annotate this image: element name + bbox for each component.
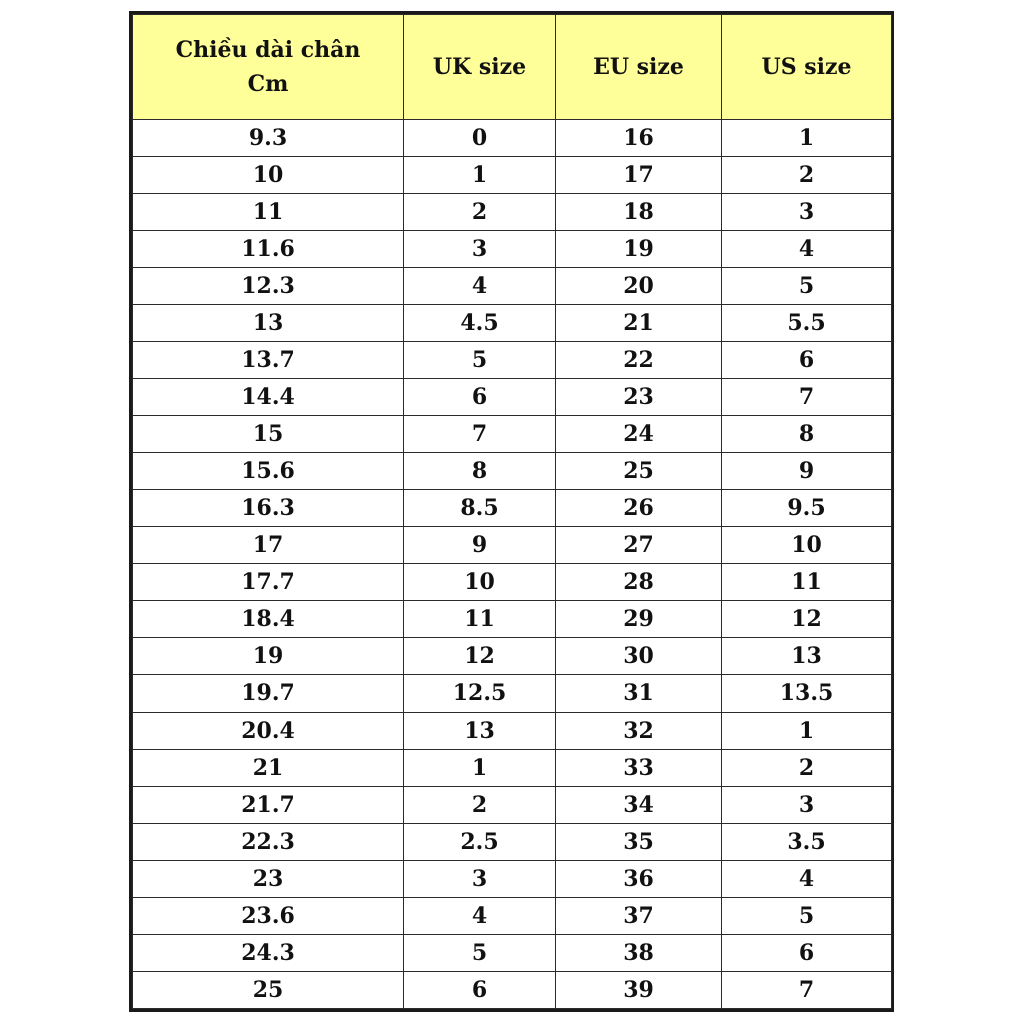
cell-eu-size: 38 — [556, 934, 722, 971]
cell-uk-size: 4 — [404, 268, 556, 305]
cell-uk-size: 9 — [404, 527, 556, 564]
cell-eu-size: 18 — [556, 194, 722, 231]
cell-us-size: 13 — [722, 638, 892, 675]
table-row — [133, 897, 892, 934]
table-row — [133, 786, 892, 823]
cell-uk-size: 5 — [404, 342, 556, 379]
cell-foot-length: 23.6 — [133, 897, 404, 934]
cell-uk-size: 6 — [404, 379, 556, 416]
cell-eu-size: 33 — [556, 749, 722, 786]
table-row — [133, 342, 892, 379]
cell-eu-size: 16 — [556, 120, 722, 157]
cell-foot-length: 25 — [133, 971, 404, 1008]
table-row — [133, 749, 892, 786]
cell-eu-size: 26 — [556, 490, 722, 527]
cell-us-size: 10 — [722, 527, 892, 564]
cell-eu-size: 21 — [556, 305, 722, 342]
cell-eu-size: 36 — [556, 860, 722, 897]
cell-eu-size: 37 — [556, 897, 722, 934]
cell-eu-size: 34 — [556, 786, 722, 823]
cell-us-size: 5 — [722, 268, 892, 305]
cell-us-size: 2 — [722, 157, 892, 194]
cell-us-size: 3 — [722, 194, 892, 231]
cell-foot-length: 13.7 — [133, 342, 404, 379]
table-row — [133, 601, 892, 638]
table-row — [133, 712, 892, 749]
cell-foot-length: 9.3 — [133, 120, 404, 157]
cell-us-size: 8 — [722, 416, 892, 453]
cell-foot-length: 19 — [133, 638, 404, 675]
cell-us-size: 9.5 — [722, 490, 892, 527]
cell-uk-size: 3 — [404, 231, 556, 268]
cell-eu-size: 23 — [556, 379, 722, 416]
table-row — [133, 823, 892, 860]
size-table — [132, 14, 892, 1009]
cell-uk-size: 3 — [404, 860, 556, 897]
table-row — [133, 860, 892, 897]
cell-us-size: 11 — [722, 564, 892, 601]
cell-uk-size: 4.5 — [404, 305, 556, 342]
cell-foot-length: 21.7 — [133, 786, 404, 823]
table-row — [133, 490, 892, 527]
cell-foot-length: 12.3 — [133, 268, 404, 305]
cell-foot-length: 11 — [133, 194, 404, 231]
cell-us-size: 6 — [722, 342, 892, 379]
cell-uk-size: 11 — [404, 601, 556, 638]
header-row — [133, 15, 892, 120]
table-row — [133, 268, 892, 305]
cell-eu-size: 29 — [556, 601, 722, 638]
cell-uk-size: 5 — [404, 934, 556, 971]
cell-foot-length: 23 — [133, 860, 404, 897]
cell-eu-size: 17 — [556, 157, 722, 194]
cell-uk-size: 8 — [404, 453, 556, 490]
header-us-size: US size — [722, 15, 892, 120]
cell-foot-length: 20.4 — [133, 712, 404, 749]
cell-uk-size: 6 — [404, 971, 556, 1008]
header-foot-length-label: Chiều dài chân — [175, 37, 361, 63]
header-uk-size: UK size — [404, 15, 556, 120]
cell-eu-size: 24 — [556, 416, 722, 453]
cell-eu-size: 28 — [556, 564, 722, 601]
cell-uk-size: 4 — [404, 897, 556, 934]
cell-us-size: 7 — [722, 379, 892, 416]
table-row — [133, 231, 892, 268]
cell-uk-size: 8.5 — [404, 490, 556, 527]
cell-foot-length: 22.3 — [133, 823, 404, 860]
table-row — [133, 416, 892, 453]
cell-foot-length: 21 — [133, 749, 404, 786]
cell-eu-size: 32 — [556, 712, 722, 749]
cell-uk-size: 12 — [404, 638, 556, 675]
cell-eu-size: 39 — [556, 971, 722, 1008]
cell-uk-size: 2 — [404, 194, 556, 231]
cell-us-size: 13.5 — [722, 675, 892, 712]
cell-us-size: 6 — [722, 934, 892, 971]
table-row — [133, 934, 892, 971]
cell-uk-size: 2 — [404, 786, 556, 823]
cell-eu-size: 25 — [556, 453, 722, 490]
table-row — [133, 564, 892, 601]
cell-foot-length: 19.7 — [133, 675, 404, 712]
header-eu-size: EU size — [556, 15, 722, 120]
cell-us-size: 7 — [722, 971, 892, 1008]
cell-uk-size: 1 — [404, 749, 556, 786]
table-row — [133, 379, 892, 416]
cell-eu-size: 27 — [556, 527, 722, 564]
cell-foot-length: 15 — [133, 416, 404, 453]
cell-foot-length: 24.3 — [133, 934, 404, 971]
table-row — [133, 638, 892, 675]
table-row — [133, 453, 892, 490]
cell-foot-length: 11.6 — [133, 231, 404, 268]
cell-uk-size: 10 — [404, 564, 556, 601]
cell-eu-size: 31 — [556, 675, 722, 712]
header-foot-length-unit: Cm — [247, 71, 289, 97]
cell-us-size: 5.5 — [722, 305, 892, 342]
table-body — [133, 120, 892, 1009]
table-row — [133, 527, 892, 564]
cell-foot-length: 13 — [133, 305, 404, 342]
cell-eu-size: 30 — [556, 638, 722, 675]
size-chart — [129, 11, 894, 1012]
cell-eu-size: 22 — [556, 342, 722, 379]
cell-uk-size: 0 — [404, 120, 556, 157]
cell-us-size: 1 — [722, 120, 892, 157]
cell-eu-size: 19 — [556, 231, 722, 268]
cell-us-size: 2 — [722, 749, 892, 786]
cell-foot-length: 17 — [133, 527, 404, 564]
cell-foot-length: 10 — [133, 157, 404, 194]
cell-uk-size: 13 — [404, 712, 556, 749]
cell-us-size: 1 — [722, 712, 892, 749]
cell-us-size: 4 — [722, 860, 892, 897]
cell-us-size: 12 — [722, 601, 892, 638]
cell-us-size: 3 — [722, 786, 892, 823]
cell-uk-size: 2.5 — [404, 823, 556, 860]
cell-eu-size: 35 — [556, 823, 722, 860]
cell-uk-size: 12.5 — [404, 675, 556, 712]
cell-uk-size: 1 — [404, 157, 556, 194]
cell-foot-length: 15.6 — [133, 453, 404, 490]
cell-uk-size: 7 — [404, 416, 556, 453]
cell-us-size: 9 — [722, 453, 892, 490]
cell-eu-size: 20 — [556, 268, 722, 305]
table-row — [133, 194, 892, 231]
table-row — [133, 971, 892, 1008]
cell-us-size: 4 — [722, 231, 892, 268]
table-row — [133, 675, 892, 712]
cell-foot-length: 17.7 — [133, 564, 404, 601]
header-foot-length — [133, 15, 404, 120]
cell-foot-length: 18.4 — [133, 601, 404, 638]
table-row — [133, 305, 892, 342]
table-row — [133, 157, 892, 194]
cell-foot-length: 16.3 — [133, 490, 404, 527]
table-row — [133, 120, 892, 157]
cell-us-size: 3.5 — [722, 823, 892, 860]
cell-us-size: 5 — [722, 897, 892, 934]
cell-foot-length: 14.4 — [133, 379, 404, 416]
